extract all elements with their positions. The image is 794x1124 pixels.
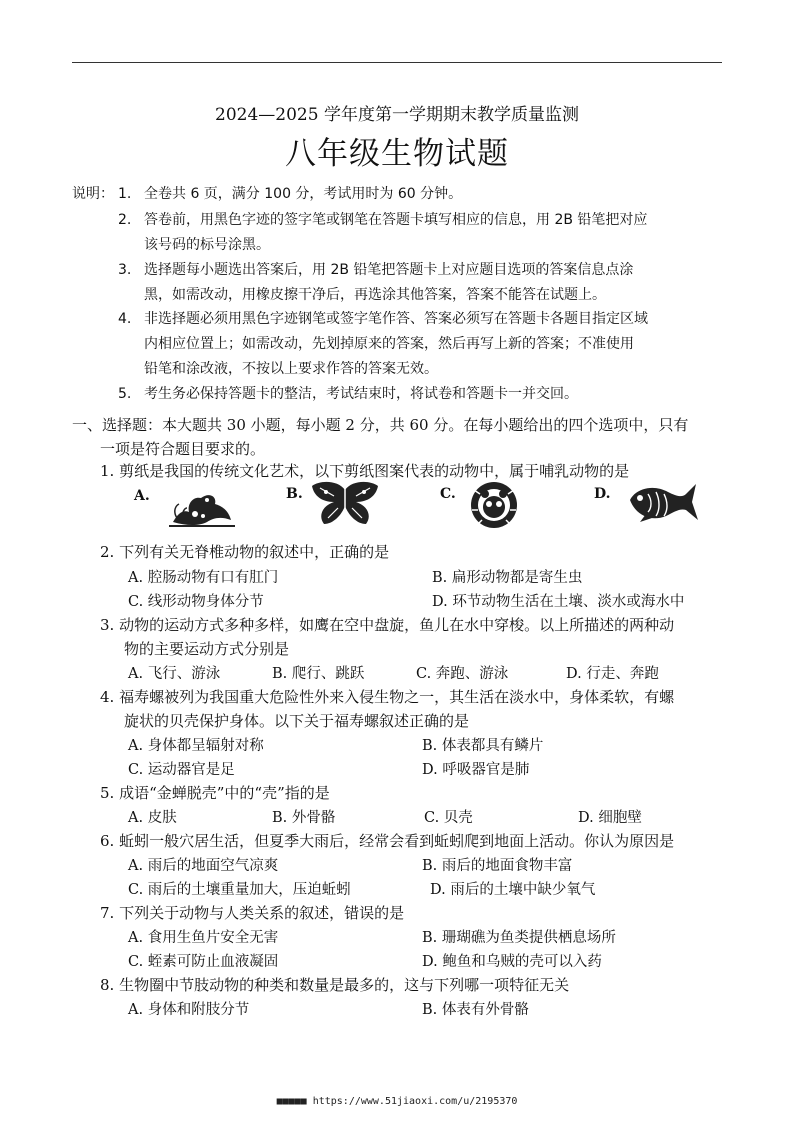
q1-option-c-label: C. — [440, 486, 456, 502]
q7-option-c[interactable]: C. 蛭素可防止血液凝固 — [128, 954, 279, 970]
note-1-num: 1. — [118, 186, 132, 202]
q3-stem-cont: 物的主要运动方式分别是 — [124, 640, 290, 658]
panda-papercut-icon — [468, 480, 520, 530]
q4-option-c[interactable]: C. 运动器官是足 — [128, 762, 235, 778]
q1-stem: 1. 剪纸是我国的传统文化艺术，以下剪纸图案代表的动物中，属于哺乳动物的是 — [100, 462, 630, 480]
note-4-line-3: 铅笔和涂改液，不按以上要求作答的答案无效。 — [144, 361, 438, 377]
q2-option-d[interactable]: D. 环节动物生活在土壤、淡水或海水中 — [432, 594, 685, 610]
top-rule — [72, 62, 722, 63]
q4-option-d[interactable]: D. 呼吸器官是肺 — [422, 762, 530, 778]
bird-papercut-icon — [165, 482, 237, 530]
note-3-line-1: 选择题每小题选出答案后，用 2B 铅笔把答题卡上对应题目选项的答案信息点涂 — [144, 262, 634, 278]
q3-stem: 3. 动物的运动方式多种多样，如鹰在空中盘旋，鱼儿在水中穿梭。以上所描述的两种动 — [100, 616, 675, 634]
q4-option-b[interactable]: B. 体表都具有鳞片 — [422, 738, 544, 754]
q1-option-b-label: B. — [286, 486, 303, 502]
q4-stem: 4. 福寿螺被列为我国重大危险性外来入侵生物之一，其生活在淡水中，身体柔软，有螺 — [100, 688, 675, 706]
q3-option-d[interactable]: D. 行走、奔跑 — [566, 666, 659, 682]
q5-option-d[interactable]: D. 细胞壁 — [578, 810, 642, 826]
q5-stem: 5. 成语“金蝉脱壳”中的“壳”指的是 — [100, 784, 330, 802]
q5-option-a[interactable]: A. 皮肤 — [128, 810, 177, 826]
q4-stem-cont: 旋状的贝壳保护身体。以下关于福寿螺叙述正确的是 — [124, 712, 470, 730]
q8-option-b[interactable]: B. 体表有外骨骼 — [422, 1002, 529, 1018]
notes-label: 说明： — [72, 186, 114, 202]
q7-option-d[interactable]: D. 鲍鱼和乌贼的壳可以入药 — [422, 954, 602, 970]
q2-option-c[interactable]: C. 线形动物身体分节 — [128, 594, 264, 610]
q3-option-b[interactable]: B. 爬行、跳跃 — [272, 666, 365, 682]
q1-option-d-label: D. — [594, 486, 611, 502]
q3-option-c[interactable]: C. 奔跑、游泳 — [416, 666, 509, 682]
note-2-num: 2. — [118, 212, 132, 228]
q8-option-a[interactable]: A. 身体和附肢分节 — [128, 1002, 250, 1018]
exam-title: 八年级生物试题 — [285, 136, 509, 172]
note-2-line-2: 该号码的标号涂黑。 — [144, 237, 270, 253]
note-5-num: 5. — [118, 386, 132, 402]
note-4-line-2: 内相应位置上；如需改动，先划掉原来的答案，然后再写上新的答案；不准使用 — [144, 336, 634, 352]
note-3-num: 3. — [118, 262, 132, 278]
note-3-line-2: 黑，如需改动，用橡皮擦干净后，再选涂其他答案，答案不能答在试题上。 — [144, 287, 606, 303]
q7-option-a[interactable]: A. 食用生鱼片安全无害 — [128, 930, 279, 946]
exam-subtitle: 2024—2025 学年度第一学期期末教学质量监测 — [215, 105, 579, 125]
note-4-num: 4. — [118, 311, 132, 327]
q8-stem: 8. 生物圈中节肢动物的种类和数量是最多的，这与下列哪一项特征无关 — [100, 976, 570, 994]
q5-option-b[interactable]: B. 外骨骼 — [272, 810, 336, 826]
q7-stem: 7. 下列关于动物与人类关系的叙述，错误的是 — [100, 904, 405, 922]
q7-option-b[interactable]: B. 珊瑚礁为鱼类提供栖息场所 — [422, 930, 616, 946]
q2-option-b[interactable]: B. 扁形动物都是寄生虫 — [432, 570, 583, 586]
q6-option-d[interactable]: D. 雨后的土壤中缺少氧气 — [430, 882, 596, 898]
q4-option-a[interactable]: A. 身体都呈辐射对称 — [128, 738, 264, 754]
note-2-line-1: 答卷前，用黑色字迹的签字笔或钢笔在答题卡填写相应的信息，用 2B 铅笔把对应 — [144, 212, 648, 228]
q3-option-a[interactable]: A. 飞行、游泳 — [128, 666, 221, 682]
q5-option-c[interactable]: C. 贝壳 — [424, 810, 473, 826]
note-4-line-1: 非选择题必须用黑色字迹钢笔或签字笔作答、答案必须写在答题卡各题目指定区域 — [144, 311, 648, 327]
section-heading-cont: 一项是符合题目要求的。 — [100, 440, 266, 458]
q2-option-a[interactable]: A. 腔肠动物有口有肛门 — [128, 570, 279, 586]
q6-stem: 6. 蚯蚓一般穴居生活，但夏季大雨后，经常会看到蚯蚓爬到地面上活动。你认为原因是 — [100, 832, 675, 850]
footer-watermark-url: ■■■■■ https://www.51jiaoxi.com/u/2195370 — [276, 1096, 518, 1107]
butterfly-papercut-icon — [308, 480, 382, 526]
fish-papercut-icon — [624, 480, 700, 524]
q6-option-a[interactable]: A. 雨后的地面空气凉爽 — [128, 858, 279, 874]
q6-option-c[interactable]: C. 雨后的土壤重量加大，压迫蚯蚓 — [128, 882, 351, 898]
q1-option-a-label: A. — [134, 488, 150, 504]
note-1-text: 全卷共 6 页，满分 100 分，考试用时为 60 分钟。 — [144, 186, 463, 202]
note-5-text: 考生务必保持答题卡的整洁，考试结束时，将试卷和答题卡一并交回。 — [144, 386, 578, 402]
q2-stem: 2. 下列有关无脊椎动物的叙述中，正确的是 — [100, 543, 390, 561]
section-heading: 一、选择题：本大题共 30 小题，每小题 2 分，共 60 分。在每小题给出的四个选项中，只有 — [72, 416, 689, 434]
q6-option-b[interactable]: B. 雨后的地面食物丰富 — [422, 858, 573, 874]
